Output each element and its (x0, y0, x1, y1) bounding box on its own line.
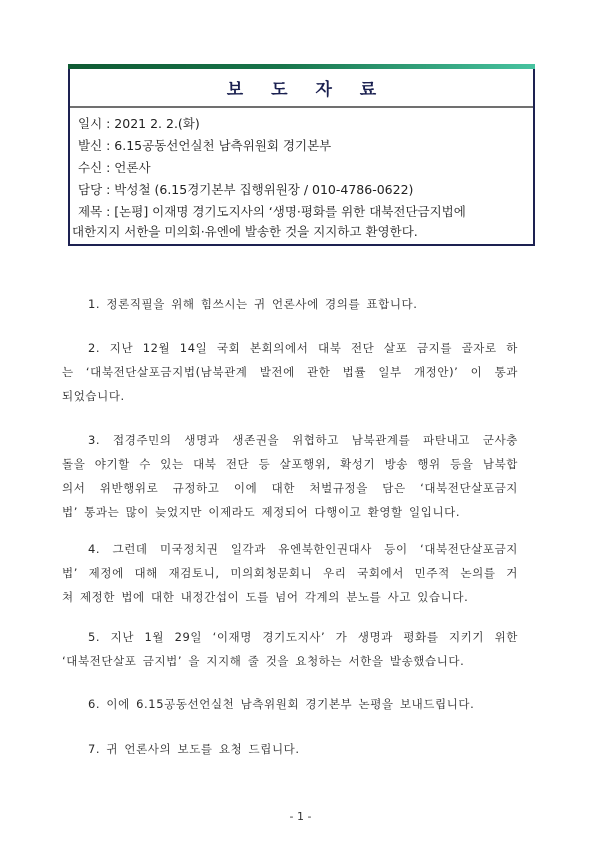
paragraph-line: 되었습니다. (62, 389, 125, 403)
paragraph-line: 법’ 통과는 많이 늦었지만 이제라도 제정되어 다행이고 환영할 일입니다. (62, 505, 461, 519)
paragraph-line: 는 ‘대북전단살포금지법(남북관계 발전에 관한 법률 일부 개정안)’ 이 통과 (62, 365, 518, 379)
paragraph-line: 7. 귀 언론사의 보도를 요청 드립니다. (88, 742, 300, 756)
contact-field: 담당 : 박성철 (6.15경기본부 집행위원장 / 010-4786-0622) (78, 182, 414, 197)
paragraph-line: 법’ 제정에 대해 재검토니, 미의회청문회니 우리 국회에서 민주적 논의를 거 (62, 566, 518, 580)
paragraph-7 (62, 737, 518, 761)
recipient-field: 수신 : 언론사 (78, 160, 151, 175)
date-field: 일시 : 2021 2. 2.(화) (78, 116, 200, 131)
paragraph-line: ‘대북전단살포 금지법’ 을 지지해 줄 것을 요청하는 서한을 발송했습니다. (62, 654, 465, 668)
paragraph-1 (62, 292, 518, 316)
press-release-header-box (68, 64, 535, 246)
paragraph-line: 2. 지난 12월 14일 국회 본회의에서 대북 전단 살포 금지를 골자로 하 (88, 341, 518, 355)
paragraph-line: 4. 그런데 미국정치권 일각과 유엔북한인권대사 등이 ‘대북전단살포금지 (88, 542, 518, 556)
paragraph-line: 3. 접경주민의 생명과 생존권을 위협하고 남북관계를 파탄내고 군사충 (88, 433, 518, 447)
paragraph-line: 5. 지난 1월 29일 ‘이재명 경기도지사’ 가 생명과 평화를 지키기 위한 (88, 630, 518, 644)
page-number: - 1 - (289, 810, 312, 823)
paragraph-3 (62, 428, 518, 524)
paragraph-2 (62, 336, 518, 408)
paragraph-6 (62, 692, 518, 716)
subject-field: 제목 : [논평] 이재명 경기도지사의 ‘생명·평화를 위한 대북전단금지법에 (78, 204, 466, 219)
paragraph-line: 의서 위반행위로 규정하고 이에 대한 처벌규정을 담은 ‘대북전단살포금지 (62, 481, 518, 495)
subject-field-continued: 대한지지 서한을 미의회·유엔에 발송한 것을 지지하고 환영한다. (72, 224, 418, 239)
paragraph-4 (62, 537, 518, 609)
paragraph-5 (62, 625, 518, 673)
paragraph-line: 돌을 야기할 수 있는 대북 전단 등 살포행위, 확성기 방송 행위 등을 남북합 (62, 457, 518, 471)
paragraph-line: 6. 이에 6.15공동선언실천 남측위원회 경기본부 논평을 보내드립니다. (88, 697, 475, 711)
title-divider (70, 106, 533, 108)
sender-field: 발신 : 6.15공동선언실천 남측위원회 경기본부 (78, 138, 332, 153)
paragraph-line: 쳐 제정한 법에 대한 내정간섭이 도를 넘어 각계의 분노를 사고 있습니다. (62, 590, 469, 604)
paragraph-line: 1. 정론직필을 위해 힘쓰시는 귀 언론사에 경의를 표합니다. (88, 297, 418, 311)
document-title: 보 도 자 료 (226, 80, 388, 100)
